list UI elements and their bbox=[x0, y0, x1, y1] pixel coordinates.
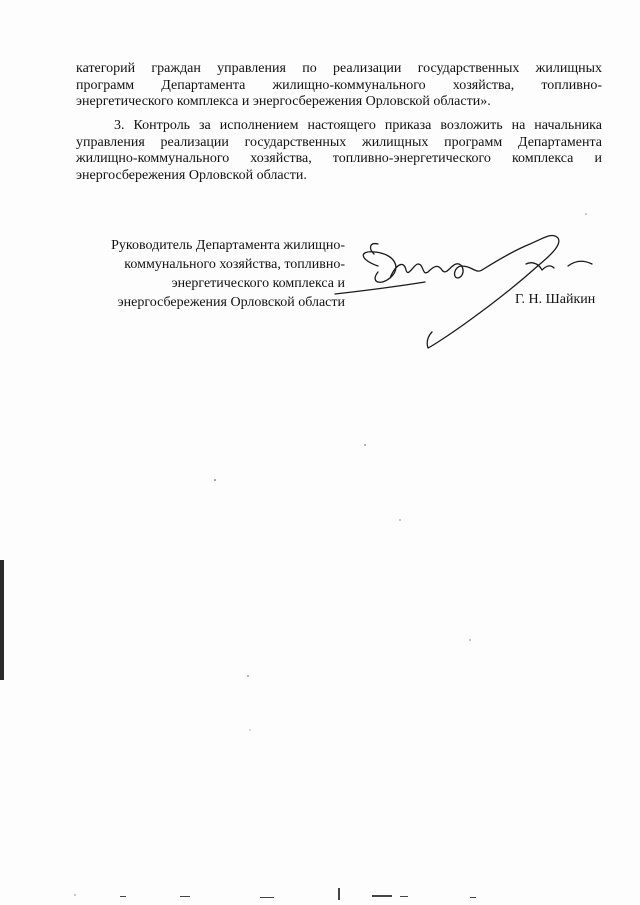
text-line: управления реализации государственных жилищных программ Департамента bbox=[76, 134, 602, 150]
text-line: 3. Контроль за исполнением настоящего приказа возложить на начальника bbox=[114, 118, 602, 133]
text-line: категорий граждан управления по реализации государственных жилищных bbox=[76, 61, 602, 76]
signatory-title-line: коммунального хозяйства, топливно- bbox=[124, 257, 345, 272]
signatory-name: Г. Н. Шайкин bbox=[515, 292, 596, 307]
scan-edge-mark bbox=[0, 560, 4, 680]
text-line: жилищно-коммунального хозяйства, топливно-энергетического комплекса и bbox=[76, 151, 602, 167]
text-line: энергосбережения Орловской области. bbox=[76, 167, 307, 183]
paragraph-3 bbox=[76, 118, 602, 184]
text-line: программ Департамента жилищно-коммунального хозяйства, топливно- bbox=[76, 77, 602, 93]
signatory-title-line: энергетического комплекса и bbox=[171, 276, 345, 291]
signatory-title-line: энергосбережения Орловской области bbox=[117, 295, 345, 310]
paragraph-continuation bbox=[76, 61, 602, 111]
handwritten-signature-icon bbox=[330, 220, 600, 360]
signatory-title-line: Руководитель Департамента жилищно- bbox=[111, 238, 345, 253]
signatory-title bbox=[70, 236, 345, 312]
text-line: энергетического комплекса и энергосбережения Орловской области». bbox=[76, 94, 491, 110]
